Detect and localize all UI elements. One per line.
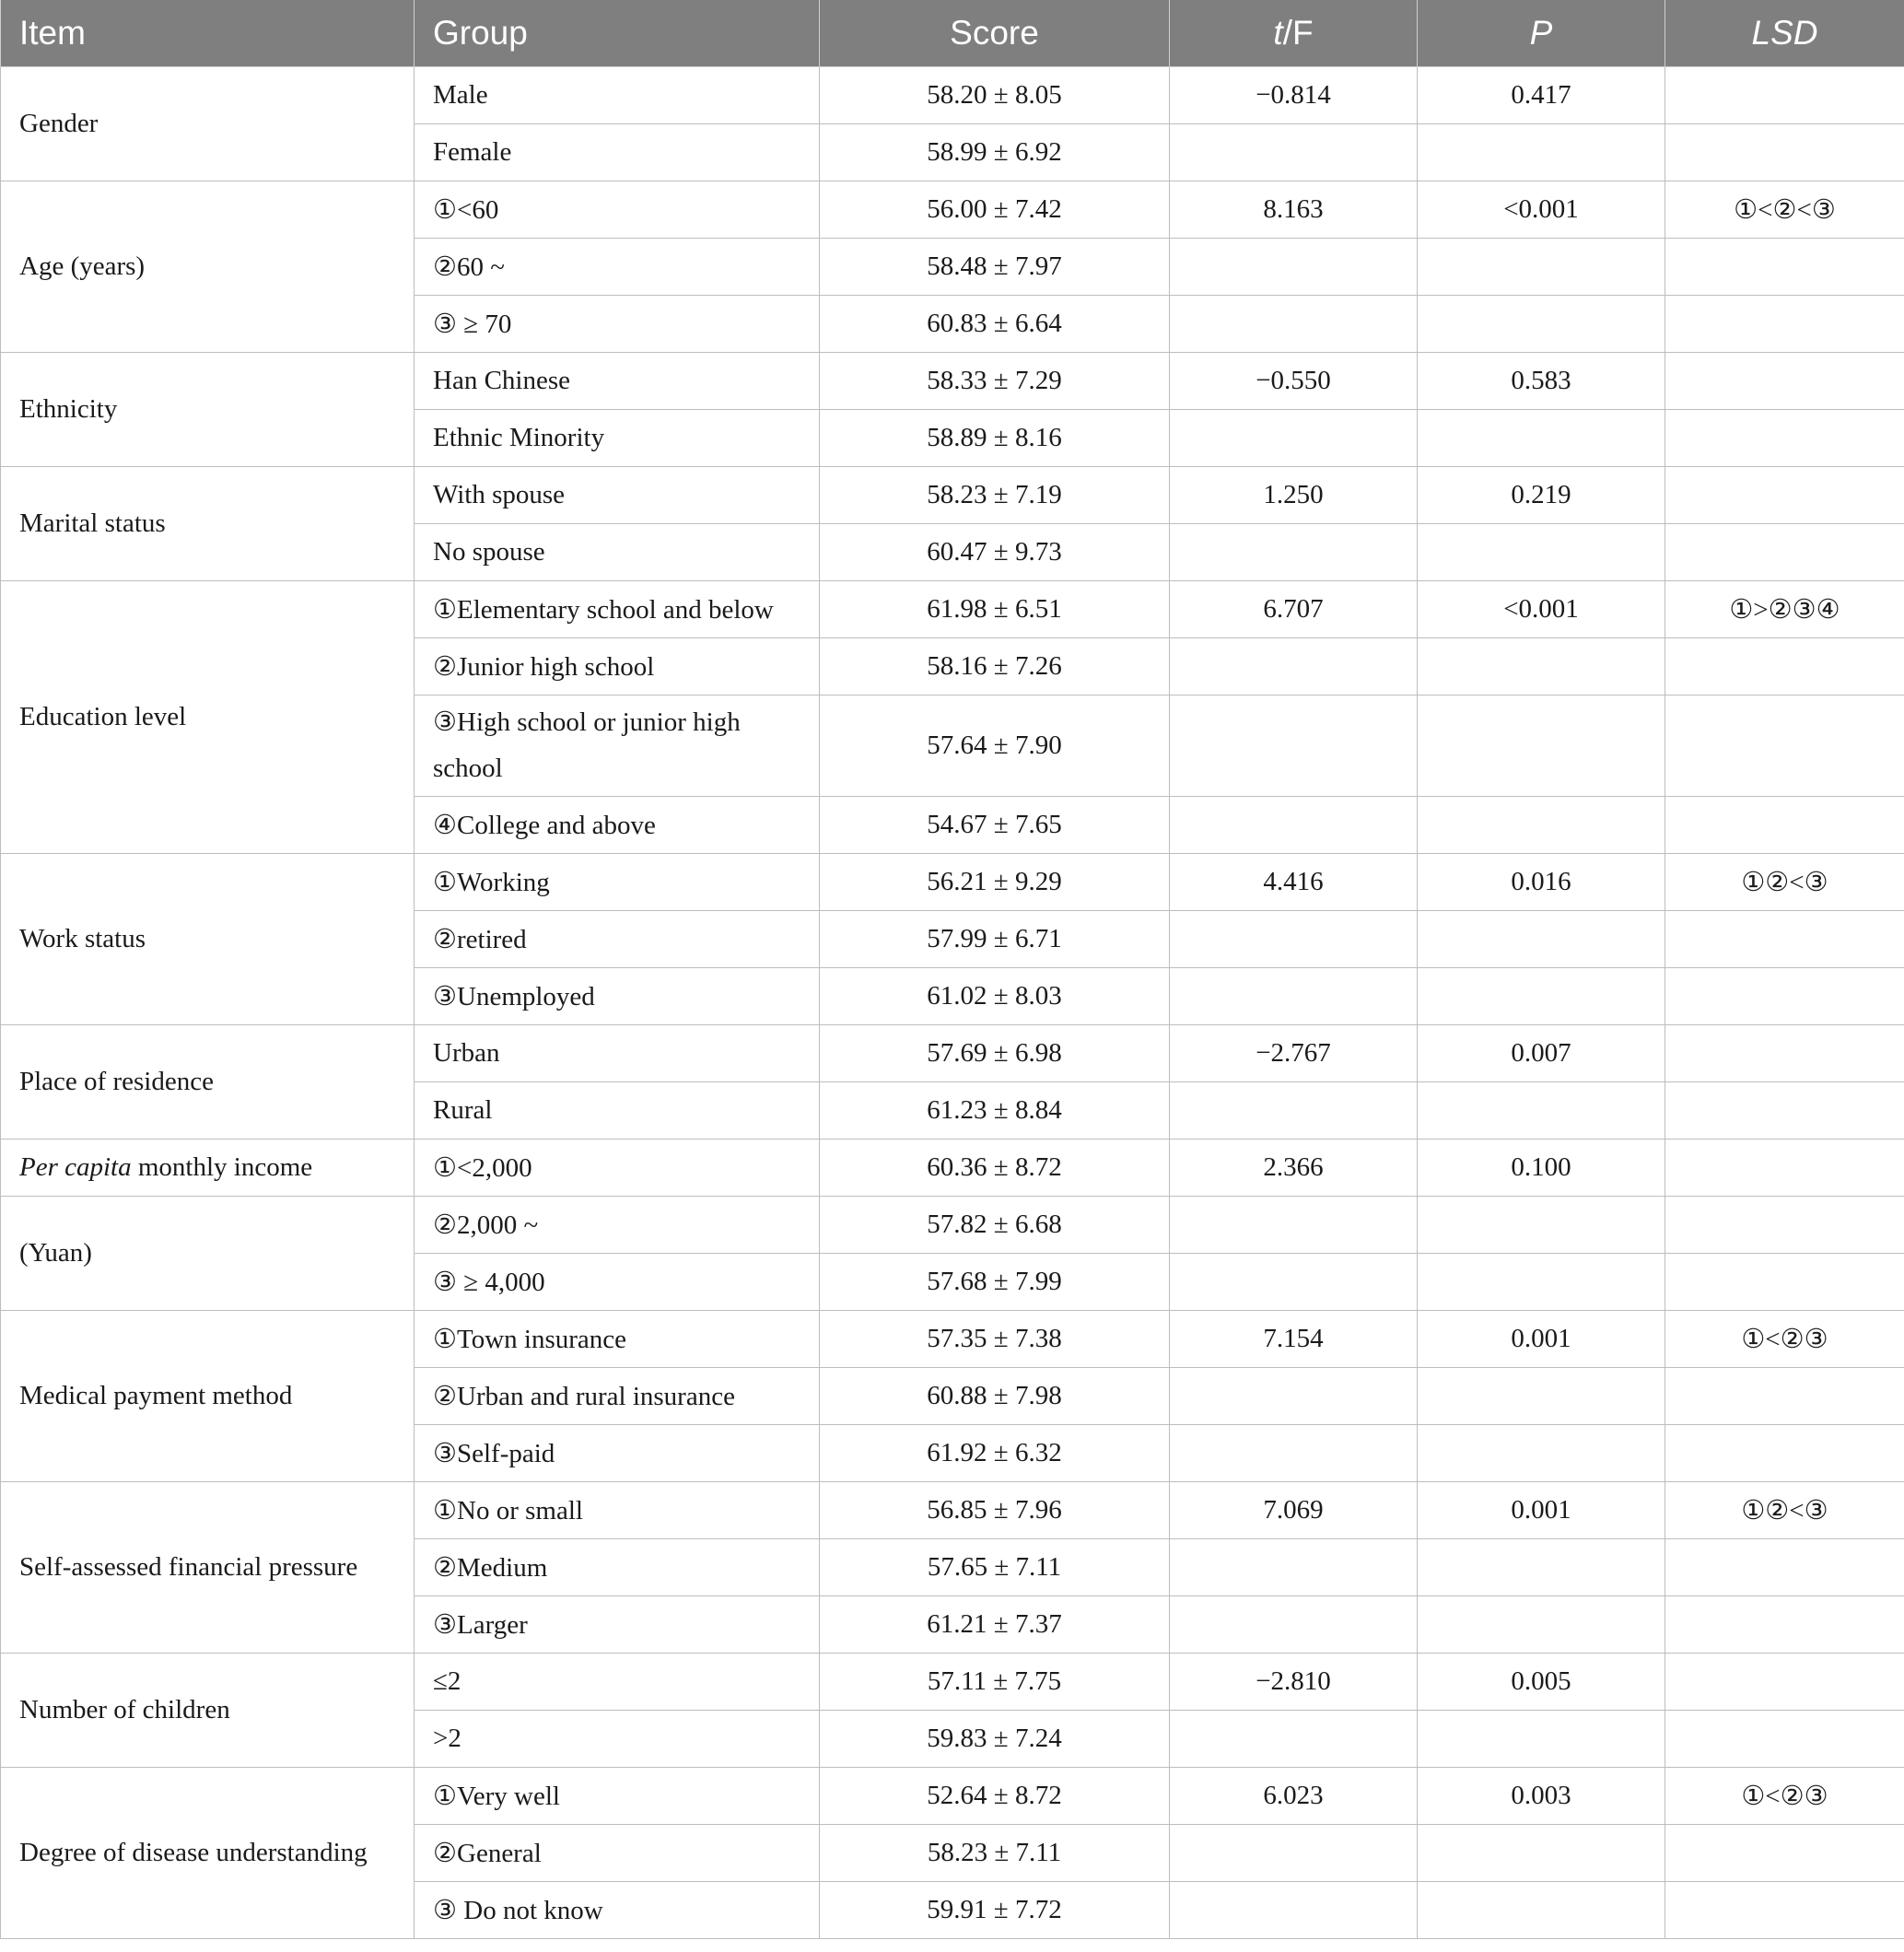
tf-cell	[1170, 1881, 1418, 1938]
table-row	[1, 1196, 1904, 1253]
tf-cell: −0.550	[1170, 352, 1418, 409]
header-t-f	[1170, 0, 1418, 66]
table-row	[1, 466, 1904, 523]
group-cell: ③Unemployed	[415, 967, 820, 1024]
tf-cell	[1170, 1196, 1418, 1253]
p-value-cell	[1418, 123, 1665, 181]
group-cell: ②60 ~	[415, 238, 820, 295]
item-text: Gender	[19, 108, 99, 138]
p-value-cell: <0.001	[1418, 580, 1665, 637]
item-text: Marital status	[19, 508, 166, 538]
tf-cell	[1170, 123, 1418, 181]
p-value-cell	[1418, 910, 1665, 967]
item-text: Work status	[19, 923, 146, 953]
score-cell: 57.69 ± 6.98	[820, 1024, 1170, 1081]
lsd-cell	[1665, 910, 1904, 967]
score-cell: 57.68 ± 7.99	[820, 1253, 1170, 1310]
p-value-cell: 0.219	[1418, 466, 1665, 523]
table-row	[1, 66, 1904, 123]
lsd-cell	[1665, 123, 1904, 181]
group-cell: >2	[415, 1710, 820, 1767]
p-value-cell	[1418, 1595, 1665, 1653]
table-row	[1, 1767, 1904, 1824]
tf-cell	[1170, 967, 1418, 1024]
item-cell	[1, 853, 415, 1024]
score-cell: 61.98 ± 6.51	[820, 580, 1170, 637]
lsd-cell	[1665, 1653, 1904, 1710]
table-row	[1, 1139, 1904, 1196]
table-row	[1, 1481, 1904, 1538]
p-value-cell: 0.003	[1418, 1767, 1665, 1824]
group-cell: ②Medium	[415, 1538, 820, 1595]
p-value-cell	[1418, 695, 1665, 796]
tf-cell	[1170, 1538, 1418, 1595]
item-cell	[1, 580, 415, 853]
lsd-cell	[1665, 1024, 1904, 1081]
lsd-cell	[1665, 1139, 1904, 1196]
lsd-cell	[1665, 238, 1904, 295]
table-body	[1, 66, 1904, 1938]
lsd-cell	[1665, 1253, 1904, 1310]
group-cell: Ethnic Minority	[415, 409, 820, 466]
group-cell: ①Working	[415, 853, 820, 910]
p-value-cell: 0.583	[1418, 352, 1665, 409]
tf-cell: 1.250	[1170, 466, 1418, 523]
group-cell: With spouse	[415, 466, 820, 523]
score-cell: 61.02 ± 8.03	[820, 967, 1170, 1024]
p-value-cell: 0.007	[1418, 1024, 1665, 1081]
tf-cell: 7.069	[1170, 1481, 1418, 1538]
tf-cell	[1170, 295, 1418, 352]
score-cell: 61.21 ± 7.37	[820, 1595, 1170, 1653]
item-cell	[1, 1310, 415, 1481]
score-cell: 56.85 ± 7.96	[820, 1481, 1170, 1538]
score-cell: 59.91 ± 7.72	[820, 1881, 1170, 1938]
tf-cell	[1170, 1424, 1418, 1481]
score-cell: 56.00 ± 7.42	[820, 181, 1170, 238]
group-cell: ②Urban and rural insurance	[415, 1367, 820, 1424]
p-value-cell	[1418, 1881, 1665, 1938]
p-value-cell	[1418, 523, 1665, 580]
tf-cell: 8.163	[1170, 181, 1418, 238]
p-value-cell	[1418, 1424, 1665, 1481]
tf-cell	[1170, 637, 1418, 695]
item-cell	[1, 1481, 415, 1653]
p-value-cell	[1418, 295, 1665, 352]
group-cell: ③ ≥ 4,000	[415, 1253, 820, 1310]
score-cell: 58.89 ± 8.16	[820, 409, 1170, 466]
score-cell: 59.83 ± 7.24	[820, 1710, 1170, 1767]
group-cell: ②2,000 ~	[415, 1196, 820, 1253]
p-value-cell: 0.016	[1418, 853, 1665, 910]
item-cell	[1, 352, 415, 466]
item-cell	[1, 66, 415, 181]
tf-cell	[1170, 1824, 1418, 1881]
group-cell: ①<60	[415, 181, 820, 238]
group-cell: ≤2	[415, 1653, 820, 1710]
tf-cell: 6.023	[1170, 1767, 1418, 1824]
score-cell: 57.82 ± 6.68	[820, 1196, 1170, 1253]
lsd-cell	[1665, 409, 1904, 466]
lsd-cell	[1665, 352, 1904, 409]
score-cell: 57.11 ± 7.75	[820, 1653, 1170, 1710]
lsd-cell: ①>②③④	[1665, 580, 1904, 637]
p-value-cell	[1418, 967, 1665, 1024]
score-cell: 58.20 ± 8.05	[820, 66, 1170, 123]
item-cell	[1, 466, 415, 580]
score-cell: 60.36 ± 8.72	[820, 1139, 1170, 1196]
tf-cell	[1170, 1710, 1418, 1767]
group-cell: ③Self-paid	[415, 1424, 820, 1481]
group-cell: ①Elementary school and below	[415, 580, 820, 637]
item-text: Number of children	[19, 1694, 230, 1724]
item-cell	[1, 1767, 415, 1938]
item-text: Ethnicity	[19, 393, 118, 424]
tf-cell: −2.767	[1170, 1024, 1418, 1081]
p-value-cell	[1418, 1824, 1665, 1881]
score-cell: 52.64 ± 8.72	[820, 1767, 1170, 1824]
lsd-cell	[1665, 1824, 1904, 1881]
group-cell: ③High school or junior high school	[415, 695, 820, 796]
score-cell: 56.21 ± 9.29	[820, 853, 1170, 910]
lsd-cell	[1665, 466, 1904, 523]
score-cell: 58.48 ± 7.97	[820, 238, 1170, 295]
tf-cell	[1170, 1367, 1418, 1424]
header-row	[1, 0, 1904, 66]
item-text: Self-assessed financial pressure	[19, 1551, 358, 1582]
lsd-cell	[1665, 1595, 1904, 1653]
lsd-cell: ①②<③	[1665, 1481, 1904, 1538]
item-text: Education level	[19, 701, 187, 731]
header-t-f-text: t/F	[1273, 13, 1314, 52]
group-cell: ②General	[415, 1824, 820, 1881]
table-row	[1, 580, 1904, 637]
group-cell: ①Very well	[415, 1767, 820, 1824]
lsd-cell	[1665, 1196, 1904, 1253]
group-cell: ③ ≥ 70	[415, 295, 820, 352]
group-cell: ②retired	[415, 910, 820, 967]
group-cell: No spouse	[415, 523, 820, 580]
p-value-cell: 0.001	[1418, 1310, 1665, 1367]
lsd-cell	[1665, 1424, 1904, 1481]
score-cell: 61.92 ± 6.32	[820, 1424, 1170, 1481]
p-value-cell	[1418, 796, 1665, 853]
p-value-cell: 0.100	[1418, 1139, 1665, 1196]
header-score: Score	[820, 0, 1170, 66]
item-cell	[1, 1196, 415, 1310]
lsd-cell	[1665, 66, 1904, 123]
tf-cell: 2.366	[1170, 1139, 1418, 1196]
tf-cell	[1170, 1081, 1418, 1139]
table-header	[1, 0, 1904, 66]
lsd-cell: ①②<③	[1665, 853, 1904, 910]
p-value-cell	[1418, 1081, 1665, 1139]
tf-cell	[1170, 523, 1418, 580]
score-cell: 58.99 ± 6.92	[820, 123, 1170, 181]
lsd-cell	[1665, 695, 1904, 796]
score-cell: 60.47 ± 9.73	[820, 523, 1170, 580]
p-value-cell: 0.001	[1418, 1481, 1665, 1538]
p-value-cell	[1418, 409, 1665, 466]
lsd-cell	[1665, 1881, 1904, 1938]
lsd-cell: ①<②③	[1665, 1310, 1904, 1367]
lsd-cell: ①<②③	[1665, 1767, 1904, 1824]
table-row	[1, 1310, 1904, 1367]
item-text: monthly income	[131, 1151, 313, 1182]
group-cell: ②Junior high school	[415, 637, 820, 695]
tf-cell: 4.416	[1170, 853, 1418, 910]
group-cell: ①<2,000	[415, 1139, 820, 1196]
lsd-cell	[1665, 523, 1904, 580]
lsd-cell	[1665, 637, 1904, 695]
lsd-cell	[1665, 1367, 1904, 1424]
tf-cell	[1170, 910, 1418, 967]
table-row	[1, 181, 1904, 238]
group-cell: ①No or small	[415, 1481, 820, 1538]
header-item: Item	[1, 0, 415, 66]
tf-cell: −2.810	[1170, 1653, 1418, 1710]
item-cell	[1, 1653, 415, 1767]
p-value-cell	[1418, 1367, 1665, 1424]
tf-cell: 7.154	[1170, 1310, 1418, 1367]
group-cell: ④College and above	[415, 796, 820, 853]
item-cell	[1, 1024, 415, 1139]
item-text: Medical payment method	[19, 1380, 293, 1410]
p-value-cell	[1418, 1253, 1665, 1310]
group-cell: Male	[415, 66, 820, 123]
item-text: Age (years)	[19, 251, 146, 281]
table-row	[1, 853, 1904, 910]
lsd-cell	[1665, 967, 1904, 1024]
item-cell	[1, 1139, 415, 1196]
tf-cell: 6.707	[1170, 580, 1418, 637]
item-text: Place of residence	[19, 1066, 214, 1096]
table-row	[1, 1653, 1904, 1710]
lsd-cell: ①<②<③	[1665, 181, 1904, 238]
table-row	[1, 352, 1904, 409]
score-cell: 58.16 ± 7.26	[820, 637, 1170, 695]
p-value-cell	[1418, 1710, 1665, 1767]
tf-cell	[1170, 238, 1418, 295]
score-cell: 60.83 ± 6.64	[820, 295, 1170, 352]
item-text: Degree of disease understanding	[19, 1837, 368, 1867]
p-value-cell	[1418, 1538, 1665, 1595]
score-cell: 58.33 ± 7.29	[820, 352, 1170, 409]
p-value-cell	[1418, 637, 1665, 695]
header-p: P	[1418, 0, 1665, 66]
tf-cell	[1170, 409, 1418, 466]
score-cell: 57.64 ± 7.90	[820, 695, 1170, 796]
header-lsd: LSD	[1665, 0, 1904, 66]
lsd-cell	[1665, 1538, 1904, 1595]
group-cell: Female	[415, 123, 820, 181]
item-text: (Yuan)	[19, 1237, 92, 1268]
p-value-cell	[1418, 238, 1665, 295]
score-cell: 57.35 ± 7.38	[820, 1310, 1170, 1367]
tf-cell	[1170, 1595, 1418, 1653]
group-cell: ①Town insurance	[415, 1310, 820, 1367]
score-cell: 60.88 ± 7.98	[820, 1367, 1170, 1424]
p-value-cell	[1418, 1196, 1665, 1253]
score-cell: 58.23 ± 7.11	[820, 1824, 1170, 1881]
tf-cell	[1170, 1253, 1418, 1310]
item-italic-text: Per capita	[19, 1151, 132, 1182]
tf-cell	[1170, 796, 1418, 853]
lsd-cell	[1665, 1710, 1904, 1767]
tf-cell	[1170, 695, 1418, 796]
group-cell: ③ Do not know	[415, 1881, 820, 1938]
score-cell: 57.65 ± 7.11	[820, 1538, 1170, 1595]
header-group: Group	[415, 0, 820, 66]
lsd-cell	[1665, 295, 1904, 352]
lsd-cell	[1665, 796, 1904, 853]
table-row	[1, 1024, 1904, 1081]
item-cell	[1, 181, 415, 352]
group-cell: ③Larger	[415, 1595, 820, 1653]
group-cell: Han Chinese	[415, 352, 820, 409]
group-cell: Urban	[415, 1024, 820, 1081]
p-value-cell: <0.001	[1418, 181, 1665, 238]
p-value-cell: 0.417	[1418, 66, 1665, 123]
score-cell: 54.67 ± 7.65	[820, 796, 1170, 853]
tf-cell: −0.814	[1170, 66, 1418, 123]
score-cell: 61.23 ± 8.84	[820, 1081, 1170, 1139]
score-cell: 58.23 ± 7.19	[820, 466, 1170, 523]
lsd-cell	[1665, 1081, 1904, 1139]
p-value-cell: 0.005	[1418, 1653, 1665, 1710]
group-cell: Rural	[415, 1081, 820, 1139]
score-cell: 57.99 ± 6.71	[820, 910, 1170, 967]
